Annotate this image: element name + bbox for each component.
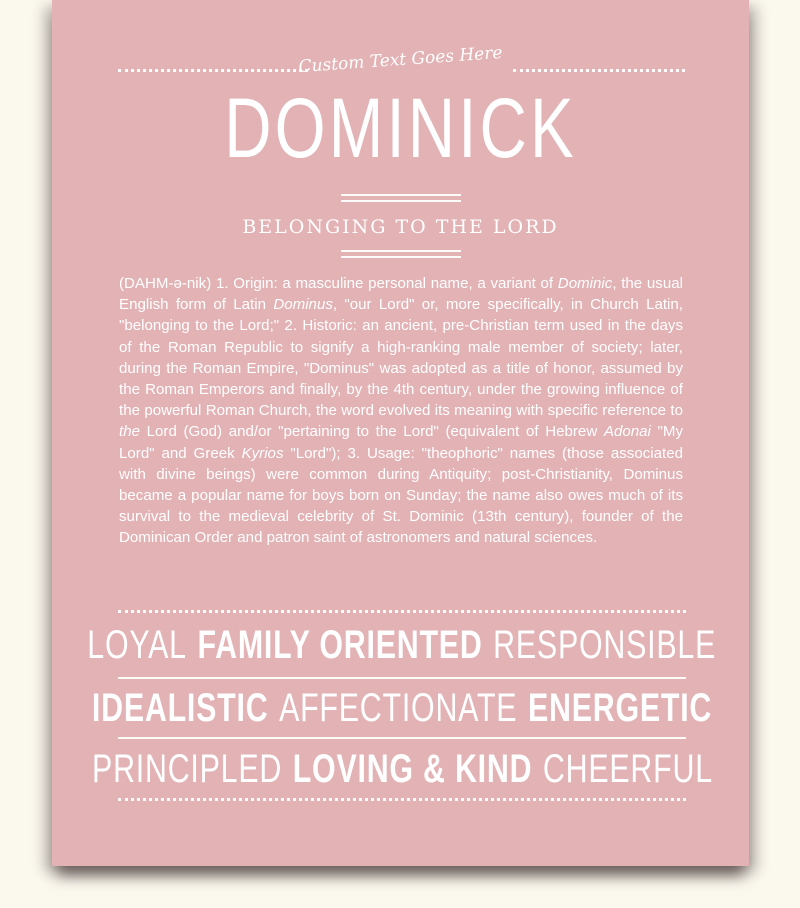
meaning-underline-bottom	[341, 256, 461, 258]
meaning-underline-top	[341, 250, 461, 252]
trait: PRINCIPLED	[91, 746, 282, 791]
trait: LOYAL	[87, 622, 188, 667]
traits-top-dotted-rule	[118, 610, 686, 613]
trait: ENERGETIC	[527, 685, 713, 730]
title-underline-bottom	[341, 200, 461, 202]
traits-bottom-dotted-rule	[118, 798, 686, 801]
trait: CHEERFUL	[542, 746, 713, 791]
traits-row-1	[87, 620, 717, 670]
traits-divider-1	[118, 677, 686, 679]
title-underline-top	[341, 194, 461, 196]
definition-text: (DAHM-ə-nik) 1. Origin: a masculine personal name, a variant of Dominic, the usual English form of Latin Dominus, "our Lord" or, more specifically, in Church Latin, "belonging to the Lord;" 2. Historic: an ancient, pre-Christian term used in the days of the Roman Republic to signify a high-ranking male member of society; later, during the Roman Empire, "Dominus" was adopted as a title of honor, assumed by the Roman Emperors and finally, by the 4th century, under the growing influence of the powerful Roman Church, the word evolved its meaning with specific reference to the Lord (God) and/or "pertaining to the Lord" (equivalent of Hebrew Adonai "My Lord" and Greek Kyrios "Lord"); 3. Usage: "theophoric" names (those associated with divine beings) were common during Antiquity; post-Christianity, Dominus became a popular name for boys born on Sunday; the name also owes much of its survival to the medieval celebrity of St. Dominic (13th century), founder of the Dominican Order and patron saint of astronomers and natural sciences.	[119, 275, 683, 547]
traits-row-2	[91, 683, 713, 733]
trait: IDEALISTIC	[91, 685, 269, 730]
trait: RESPONSIBLE	[493, 622, 717, 667]
name-title: DOMINICK	[224, 81, 577, 175]
traits-row-3	[91, 744, 713, 794]
traits-divider-2	[118, 737, 686, 739]
trait: AFFECTIONATE	[279, 685, 518, 730]
trait: FAMILY ORIENTED	[197, 622, 483, 667]
tagline: Custom Text Goes Here	[297, 42, 504, 78]
trait: LOVING & KIND	[292, 746, 532, 791]
name-meaning: BELONGING TO THE LORD	[242, 216, 559, 238]
name-poster	[52, 0, 749, 866]
top-right-dotted-rule	[513, 69, 685, 72]
